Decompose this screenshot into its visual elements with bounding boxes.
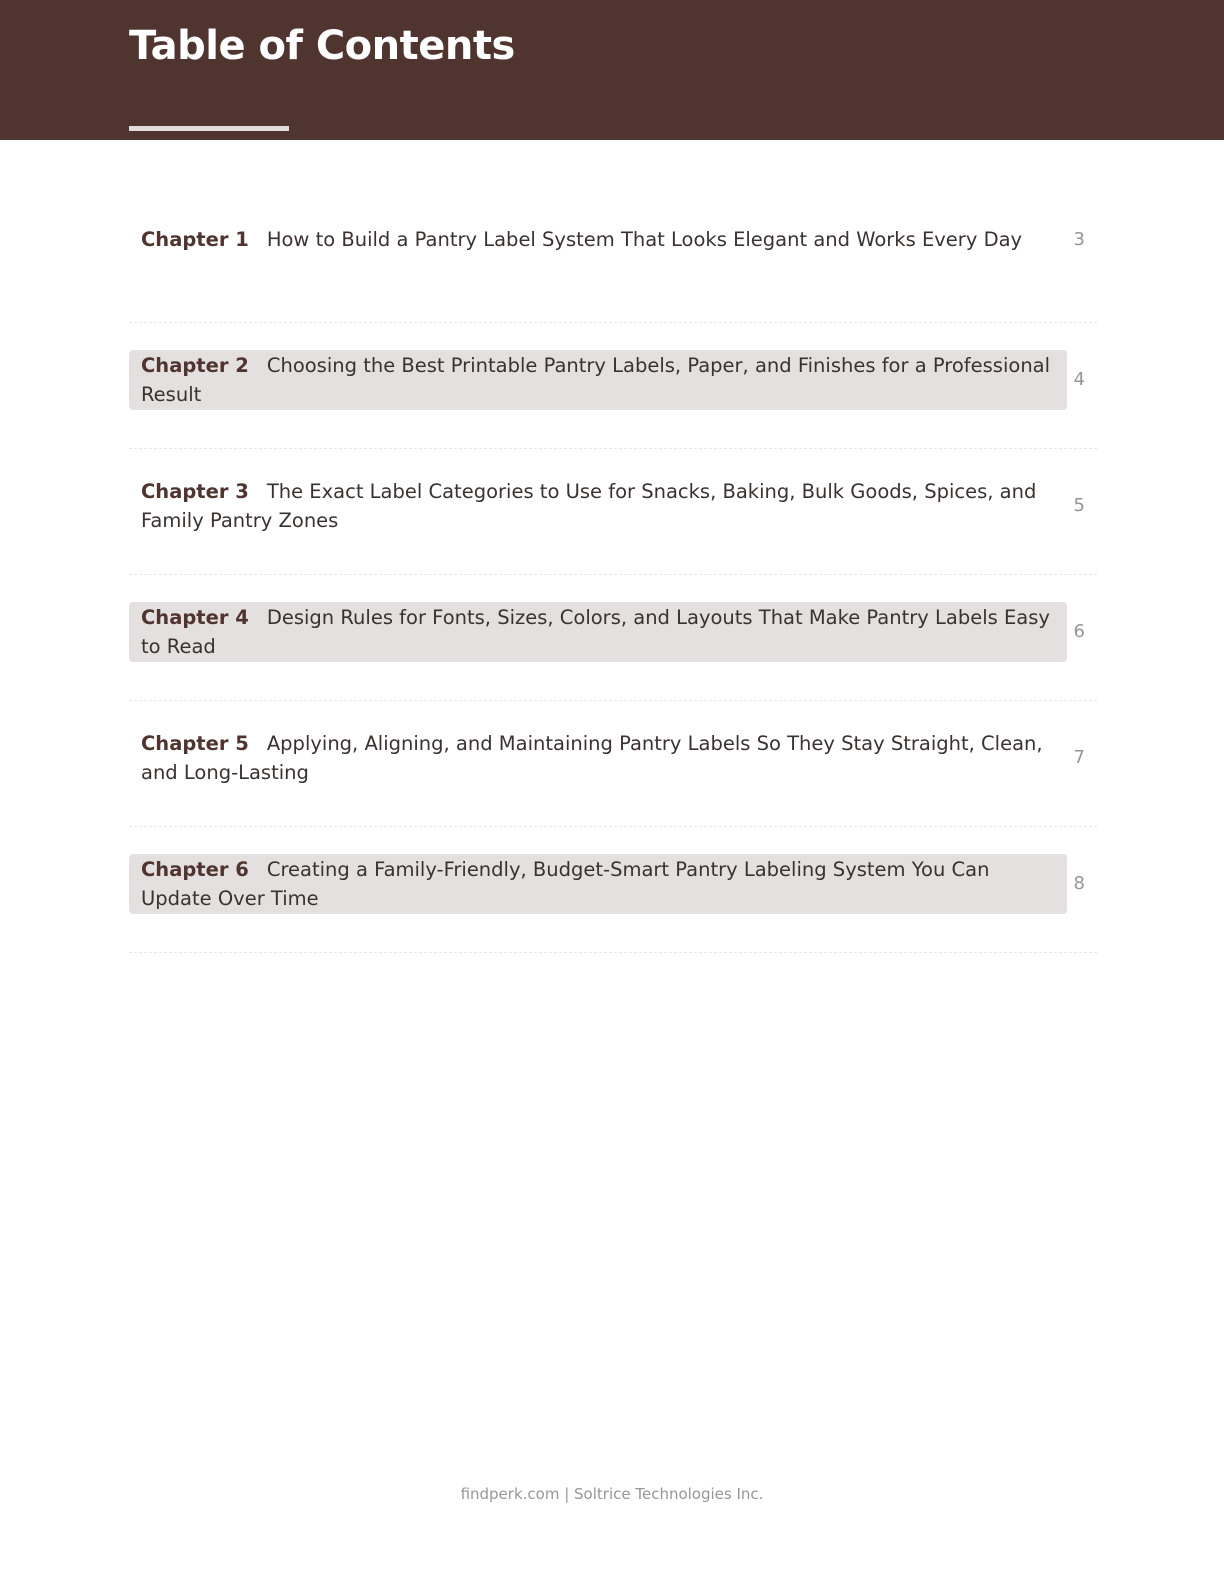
header-banner [0,0,1224,140]
page-number: 7 [1073,747,1085,768]
title-underline [129,126,289,131]
page-number: 8 [1073,873,1085,894]
toc-entry [129,728,1067,788]
chapter-number: Chapter 1 [141,228,249,251]
toc-row-3[interactable] [129,449,1097,575]
chapter-number: Chapter 5 [141,732,249,755]
chapter-title: Creating a Family-Friendly, Budget-Smart Pantry Labeling System You Can Update Over Time [141,858,990,910]
page-number: 4 [1073,369,1085,390]
chapter-title: How to Build a Pantry Label System That Looks Elegant and Works Every Day [266,228,1023,251]
chapter-title: Design Rules for Fonts, Sizes, Colors, and Layouts That Make Pantry Labels Easy to Read [141,606,1050,658]
toc-entry [129,602,1067,662]
page-number: 3 [1073,229,1085,250]
chapter-title: The Exact Label Categories to Use for Snacks, Baking, Bulk Goods, Spices, and Family Pantry Zones [141,480,1037,532]
toc-entry [129,854,1067,914]
chapter-number: Chapter 4 [141,606,249,629]
chapter-number: Chapter 6 [141,858,249,881]
toc-row-5[interactable] [129,701,1097,827]
chapter-number: Chapter 2 [141,354,249,377]
toc-row-6[interactable] [129,827,1097,953]
toc-row-4[interactable] [129,575,1097,701]
toc-entry [129,350,1067,410]
table-of-contents [129,197,1097,953]
toc-entry [129,476,1067,536]
toc-entry [129,224,1067,255]
toc-row-1[interactable] [129,197,1097,323]
page-title: Table of Contents [129,23,515,69]
footer-credit: findperk.com | Soltrice Technologies Inc. [460,1485,764,1503]
page-number: 6 [1073,621,1085,642]
page-number: 5 [1073,495,1085,516]
chapter-title: Applying, Aligning, and Maintaining Pantry Labels So They Stay Straight, Clean, and Long-Lasting [141,732,1043,784]
chapter-number: Chapter 3 [141,480,249,503]
toc-row-2[interactable] [129,323,1097,449]
chapter-title: Choosing the Best Printable Pantry Labels, Paper, and Finishes for a Professional Result [141,354,1051,406]
